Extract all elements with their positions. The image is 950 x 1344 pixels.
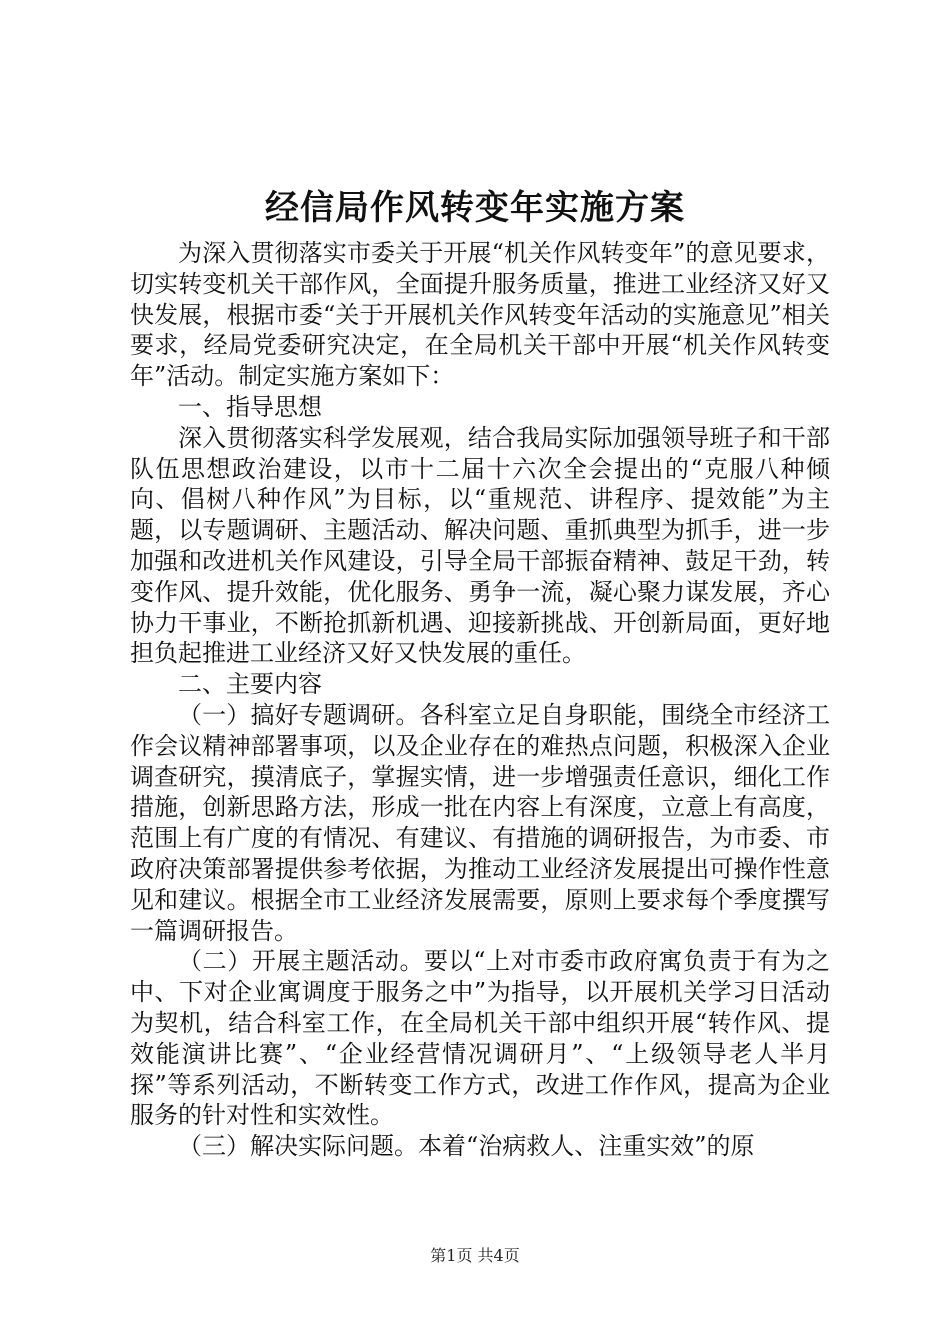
item-research-paragraph: （一）搞好专题调研。各科室立足自身职能，围绕全市经济工作会议精神部署事项，以及企业存在的难热点问题，积极深入企业调查研究，摸清底子，掌握实情，进一步增强责任意识，细化工作措施，创新思路方法，形成一批在内容上有深度，立意上有高度，范围上有广度的有情况、有建议、有措施的调研报告，为市委、市政府决策部署提供参考依据，为推动工业经济发展提出可操作性意见和建议。根据全市工业经济发展需要，原则上要求每个季度撰写一篇调研报告。 <box>130 700 830 945</box>
item-problems-paragraph: （三）解决实际问题。本着“治病救人、注重实效”的原 <box>178 1132 755 1161</box>
document-body <box>130 238 830 1162</box>
intro-paragraph: 为深入贯彻落实市委关于开展“机关作风转变年”的意见要求，切实转变机关干部作风，全面提升服务质量，推进工业经济又好又快发展，根据市委“关于开展机关作风转变年活动的实施意见”相关要求，经局党委研究决定，在全局机关干部中开展“机关作风转变年”活动。制定实施方案如下： <box>130 239 830 391</box>
guiding-thought-paragraph: 深入贯彻落实科学发展观，结合我局实际加强领导班子和干部队伍思想政治建设，以市十二届十六次全会提出的“克服八种倾向、倡树八种作风”为目标，以“重规范、讲程序、提效能”为主题，以专题调研、主题活动、解决问题、重抓典型为抓手，进一步加强和改进机关作风建设，引导全局干部振奋精神、鼓足干劲，转变作风、提升效能，优化服务、勇争一流，凝心聚力谋发展，齐心协力干事业，不断抢抓新机遇、迎接新挑战、开创新局面，更好地担负起推进工业经济又好又快发展的重任。 <box>130 423 830 668</box>
document-title: 经信局作风转变年实施方案 <box>265 188 685 228</box>
section-heading-guiding-thought: 一、指导思想 <box>178 392 322 421</box>
section-heading-main-content: 二、主要内容 <box>178 670 322 699</box>
item-activities-paragraph: （二）开展主题活动。要以“上对市委市政府寓负责于有为之中、下对企业寓调度于服务之中”为指导，以开展机关学习日活动为契机，结合科室工作，在全局机关干部中组织开展“转作风、提效能演讲比赛”、“企业经营情况调研月”、“上级领导老人半月探”等系列活动，不断转变工作方式，改进工作作风，提高为企业服务的针对性和实效性。 <box>130 947 830 1130</box>
page-footer: 第1页 共4页 <box>430 1246 520 1265</box>
